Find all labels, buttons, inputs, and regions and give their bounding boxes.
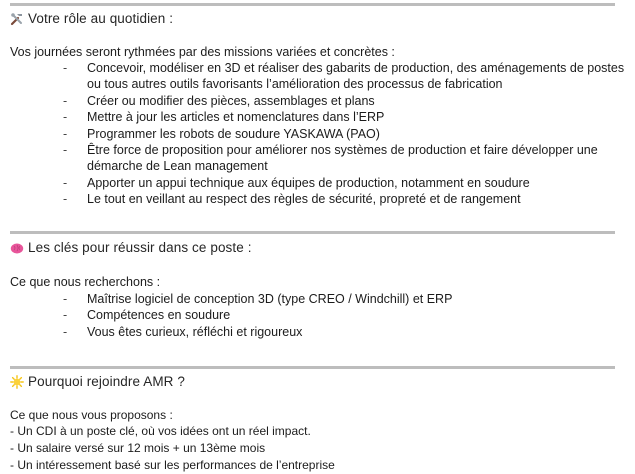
section-divider [10,231,615,234]
sun-icon [10,375,24,389]
tools-icon [10,12,24,26]
list-item: - Programmer les robots de soudure YASKAWA (PAO) [63,126,380,141]
list-item: - Apporter un appui technique aux équipes de production, notamment en soudure [63,175,530,190]
list-item: - Être force de proposition pour améliorer nos systèmes de production et faire développer une démarche de Lean management [63,143,598,174]
section-divider [10,3,615,6]
section-heading-role [10,11,173,26]
list-item: - Maîtrise logiciel de conception 3D (type CREO / Windchill) et ERP [63,292,453,306]
section-heading-text: Pourquoi rejoindre AMR ? [28,374,185,389]
section-heading-why-amr [10,374,185,389]
brain-icon [10,241,24,255]
section-heading-keys [10,240,252,255]
section-heading-text: Les clés pour réussir dans ce poste : [28,240,252,255]
list-item: - Un intéressement basé sur les performances de l’entreprise [10,458,335,472]
list-item: - Mettre à jour les articles et nomenclatures dans l’ERP [63,110,385,125]
list-item: - Créer ou modifier des pièces, assemblages et plans [63,93,375,108]
section-intro: Ce que nous recherchons : [10,275,161,289]
section-divider [10,366,615,369]
role-task-list [0,60,627,208]
list-item: - Un salaire versé sur 12 mois + un 13ème mois [10,441,266,455]
section-heading-text: Votre rôle au quotidien : [28,11,174,26]
list-item: - Concevoir, modéliser en 3D et réaliser des gabarits de production, des aménagements de postes ou tous autres outils favorisants l’amélioration des processus de fabrication [63,61,625,92]
section-intro: Vos journées seront rythmées par des missions variées et concrètes : [10,45,395,59]
benefits-list [10,423,335,474]
list-item: - Un CDI à un poste clé, où vos idées ont un réel impact. [10,424,311,438]
list-item: - Compétences en soudure [63,308,231,323]
list-item: - Le tout en veillant au respect des règles de sécurité, propreté et de rangement [63,192,521,207]
requirements-list [0,291,627,340]
list-item: - Vous êtes curieux, réfléchi et rigoureux [63,324,303,339]
section-intro: Ce que nous vous proposons : [10,408,173,422]
